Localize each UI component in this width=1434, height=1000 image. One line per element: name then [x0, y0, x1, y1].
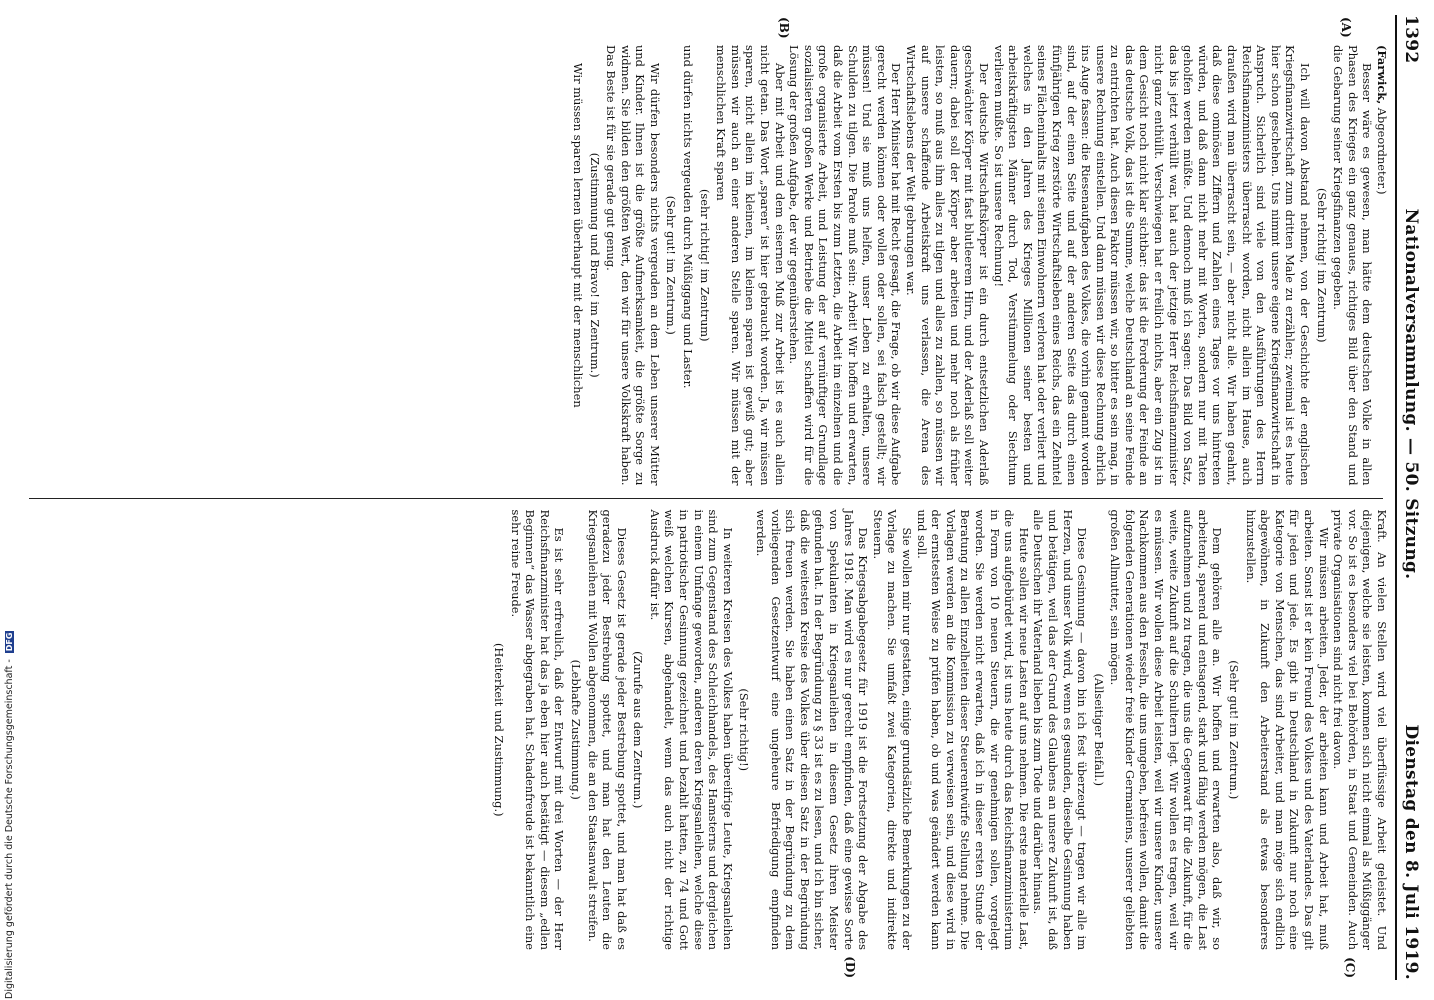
- speaker-line: [1374, 45, 1389, 486]
- paragraph: Wir dürfen besonders nichts vergeuden an dem Leben unserer Mütter und Kinder. Ihnen ist die größte Aufmerksamkeit, die größte Sorge zu widmen. Sie bilden den größten Wert, den wir für unsere Volkskraft haben. Das Beste ist für sie gerade gut genug.: [604, 45, 662, 486]
- interjection: (Sehr gut! im Zentrum.): [1227, 660, 1242, 800]
- page-title: Nationalversammlung. — 50. Sitzung.: [1401, 208, 1421, 580]
- paragraph: Das Kriegsabgabegesetz für 1919 ist die Fortsetzung der Abgabe des Jahres 1918. Man wird es nur gerecht empfinden, daß eine gewisse Sorte von Spekulanten in Kriegsanleihen in diesem Gesetz ihren Meister gefunden hat. In der Begründung zu § 33 ist es zu lesen, und ich bin sicher, daß die weitesten Kreise des Volkes über diesen Satz in der Begründung sich freuen werden. Sie haben einen Satz in der Begründung zu dem vorliegenden Gesetzentwurf eine ungeheure Befriedigung empfinden werden.: [754, 509, 871, 950]
- paragraph: Kraft. An vielen Stellen wird viel überflüssige Arbeit geleistet. Und diejenigen, welche sie leisten, kommen sich nicht einmal als Müßiggänger vor. So ist es besonders viel bei Behörden, in Staat und Gemeinden. Auch private Organisationen sind nicht frei davon.: [1331, 509, 1389, 950]
- paragraph: In weiteren Kreisen des Volkes haben übereifrige Leute, Kriegsanleihen sind zum Gegenstand des Schleichhandels, des Hamsterns und dergleichen in einem Umfange geworden, anderen deren Kriegsanleihen, welche diese in patriotischer Gesinnung gezeichnet und bezahlt hatten, zu 74 und Gott weiß welchen Kursen, abgehandelt, wenn das auch nicht der richtige Ausdruck dafür ist.: [647, 509, 735, 950]
- interjection: (Sehr richtig! im Zentrum): [1314, 187, 1329, 343]
- interjection: (Sehr gut! im Zentrum.): [664, 195, 679, 335]
- margin-marker-c: (C): [1343, 957, 1357, 978]
- paragraph: Sie wollen mir nur gestatten, einige grundsätzliche Bemerkungen zu der Vorlage zu machen. Sie umfaßt zwei Kategorien, direkte und indirekte Steuern.: [870, 509, 914, 950]
- paragraph: Ich will davon Abstand nehmen, von der Geschichte der englischen Kriegsfinanzwirtschaft zum dritten Male zu erzählen; zweimal ist es heute hier schon geschehen. Uns nimmt unsere eigene Kriegsfinanzwirtschaft in Anspruch. Sicherlich sind viele von den Ausführungen des Herrn Reichsfinanzministers überrascht worden, nicht allein im Hause, auch draußen wird man überrascht sein, — aber nicht alle. Wir haben geahnt, daß diese ominösen Ziffern und Zahlen eines Tages vor uns hintreten würden, und daß dann nicht mehr mit Worten, sondern nur mit Taten geholfen werden müßte. Und dennoch muß ich sagen: Das Bild von Satz, das bis jetzt verhüllt war, hat auch der jetzige Herr Reichsfinanzminister nicht ganz enthüllt. Verschwiegen hat er freilich nichts, aber ein Zug ist in dem Gesicht noch nicht klar sichtbar: das ist die Forderung der Feinde an das deutsche Volk, das ist die Summe, welche Deutschland an seine Feinde zu entrichten hat. Auch diesen Faktor müssen wir, so bitter es sein mag, in unsere Rechnung einstellen. Und dann müssen wir diese Rechnung ehrlich ins Auge fassen: die Riesenaufgaben des Volkes, die vorhin genannt worden sind, auf der einen Seite und auf der anderen Seite das durch einen fünfjährigen Krieg zerstörte Wirtschaftsleben eines Reichs, das ein Zehntel seines Flächeninhalts mit seinen Einwohnern verloren hat oder verliert und welches in den Jahren des Krieges Millionen seiner besten und arbeitskräftigsten Männer durch Tod, Verstümmelung oder Siechtum verlieren mußte. So ist unsere Rechnung!: [991, 45, 1313, 486]
- paragraph: Aber mit Arbeit und dem eisernen Muß zur Arbeit ist es auch allein nicht getan. Das Wort „sparen“ ist hier gebraucht worden. Ja, wir müssen sparen, nicht allein im kleinen, im kleinen sparen ist gewiß gut; aber müssen wir auch an einer anderen Stelle sparen. Wir müssen mit der menschlichen Kraft sparen: [714, 45, 787, 486]
- margin-marker-a: (A): [1339, 17, 1353, 38]
- paragraph: Der deutsche Wirtschaftskörper ist ein durch entsetzlichen Aderlaß geschwächter Körper mit fast blutleerem Hirn, und der Aderlaß soll weiter dauern; dabei soll der Körper aber arbeiten und mehr noch als früher leisten, so muß aus ihm alles zu tilgen und alles zu zahlen, so müssen wir auf unsere schaffende Arbeitskraft uns verlassen, die Arena des Wirtschaftslebens der Welt gebrungen war.: [904, 45, 991, 486]
- margin-marker-b: (B): [777, 17, 791, 39]
- digitization-credit: [4, 9, 15, 999]
- right-column: [29, 498, 1389, 981]
- interjection: (sehr richtig! im Zentrum): [697, 188, 712, 342]
- paragraph: Besser wäre es gewesen, man hätte dem deutschen Volke in allen Phasen des Krieges ein ganz genaues, richtiges Bild über den Stand und die Gebarung seiner Kriegsfinanzen gegeben.: [1331, 45, 1375, 486]
- page-date: Dienstag den 8. Juli 1919.: [1401, 724, 1421, 980]
- paragraph: Heute sollen wir neue Lasten auf uns nehmen. Die erste materielle Last, die uns aufgebürdet wird, ist uns heute durch das Reichsfinanzministerium in Form von 10 neuen Steuern, die wir genehmigen sollen, vorgelegt worden. Sie werden nicht erwarten, daß ich in dieser ersten Stunde der Beratung zu allen Einzelheiten dieser Steuerentwürfe Stellung nehme. Die Vorlagen werden an die Kommission zu verweisen sein, und diese wird in der ernstesten Weise zu prüfen haben, ob und was geändert werden kann und soll.: [914, 509, 1031, 950]
- interjection: (Lebhafte Zustimmung.): [568, 659, 583, 800]
- text-columns: [29, 15, 1389, 980]
- page-number: 1392: [1401, 15, 1421, 64]
- page-header: [1395, 15, 1421, 980]
- interjection: (Zustimmung und Bravo! im Zentrum.): [587, 152, 602, 378]
- speaker-role: Abgeordneter.): [1375, 107, 1389, 195]
- paragraph: Wir müssen arbeiten. Jeder, der arbeiten kann und Arbeit hat, muß arbeiten. Sonst ist er kein Freund des Volkes und des Vaterlandes. Das gilt für jeden und jede. Es gibt in Deutschland in Zukunft nur noch eine Kategorie von Menschen, das sind Arbeiter, und man möge sich endlich abgewöhnen, in Zukunft den Arbeiterstand als etwas besonderes hinzustellen.: [1243, 509, 1331, 950]
- document-page: [15, 5, 1425, 990]
- paragraph: Dieses Gesetz ist gerade jeder Bestrebung spottet, und man hat daß es geradezu jeder Bestrebung spottet, und man hat den Leuten die Kriegsanleihen mit Wollen abgenommen, die an den Staatsanwalt streifen.: [585, 509, 629, 950]
- speaker-name: (Farwick,: [1375, 45, 1389, 105]
- paragraph: und dürfen nichts vergeuden durch Müßiggang und Laster.: [681, 45, 696, 389]
- interjection: (Zurufe aus dem Zentrum.): [631, 651, 646, 809]
- credit-text: Digitalisierung gefördert durch die Deutsche Forschungsgemeinschaft -: [4, 659, 15, 999]
- margin-marker-d: (D): [843, 956, 857, 978]
- paragraph: Der Herr Minister hat mit Recht gesagt, die Frage, ob wir diese Aufgabe gerecht werden können oder wollen oder sollen, sei falsch gestellt; wir müssen! Und sie muß uns helfen, unser Leben zu erhalten, unsere Schulden zu tilgen. Die Parole muß sein: Arbeit! Wir hoffen und erwarten, daß die Arbeit vom Ersten bis zum Letzten, die Arbeit im einzelnen und die große organisierte Arbeit, und Leistung der auf vernünftiger Grundlage sozialisierten großen Werke und Betriebe die Mittel schaffen wird für die Lösung der großen Aufgabe, der wir gegenüberstehen.: [787, 45, 904, 486]
- left-column: [29, 15, 1389, 498]
- interjection: (Heiterkeit und Zustimmung.): [491, 642, 506, 817]
- paragraph: Diese Gesinnung — davon bin ich fest überzeugt — tragen wir alle im Herzen, und unser Volk wird, wenn es gesunden, dieselbe Gesinnung haben und betätigen, weil das der Grund des Glaubens an unsere Zukunft ist, daß alle Deutschen ihr Vaterland lieben bis zum Tode und darüber hinaus.: [1031, 509, 1090, 950]
- paragraph: Es ist sehr erfreulich, daß der Entwurf mit drei Worten — der Herr Reichsfinanzminister hat das ja eben hier auch bestätigt — diesem „edlen Beginnen“ das Wasser abgegraben hat. Schadenfreude ist bekanntlich eine sehr reine Freude.: [508, 509, 567, 950]
- interjection: (Allseitiger Beifall.): [1091, 673, 1106, 787]
- interjection: (Sehr richtig!): [737, 688, 752, 772]
- paragraph: Wir müssen sparen lernen überhaupt mit der menschlichen: [570, 63, 585, 408]
- dfg-logo: DFG: [5, 632, 14, 652]
- paragraph: Dem gehören alle an. Wir hoffen und erwarten also, daß wir, so arbeitend, sparend und entsagend, stark und fähig werden mögen, die Last aufzunehmen und zu tragen, die uns die Gegenwart für die Zukunft, für die weite, weite Zukunft auf die Schultern legt. Wir wollen es tragen, weil wir es müssen. Wir wollen diese Arbeit leisten, weil wir unsere Kinder, unsere Nachkommen aus den Fesseln, die uns umgeben, befreien wollen, damit die folgenden Generationen wieder freie Kinder Germaniens, unserer geliebten großen Allmutter, sein mögen.: [1108, 509, 1225, 950]
